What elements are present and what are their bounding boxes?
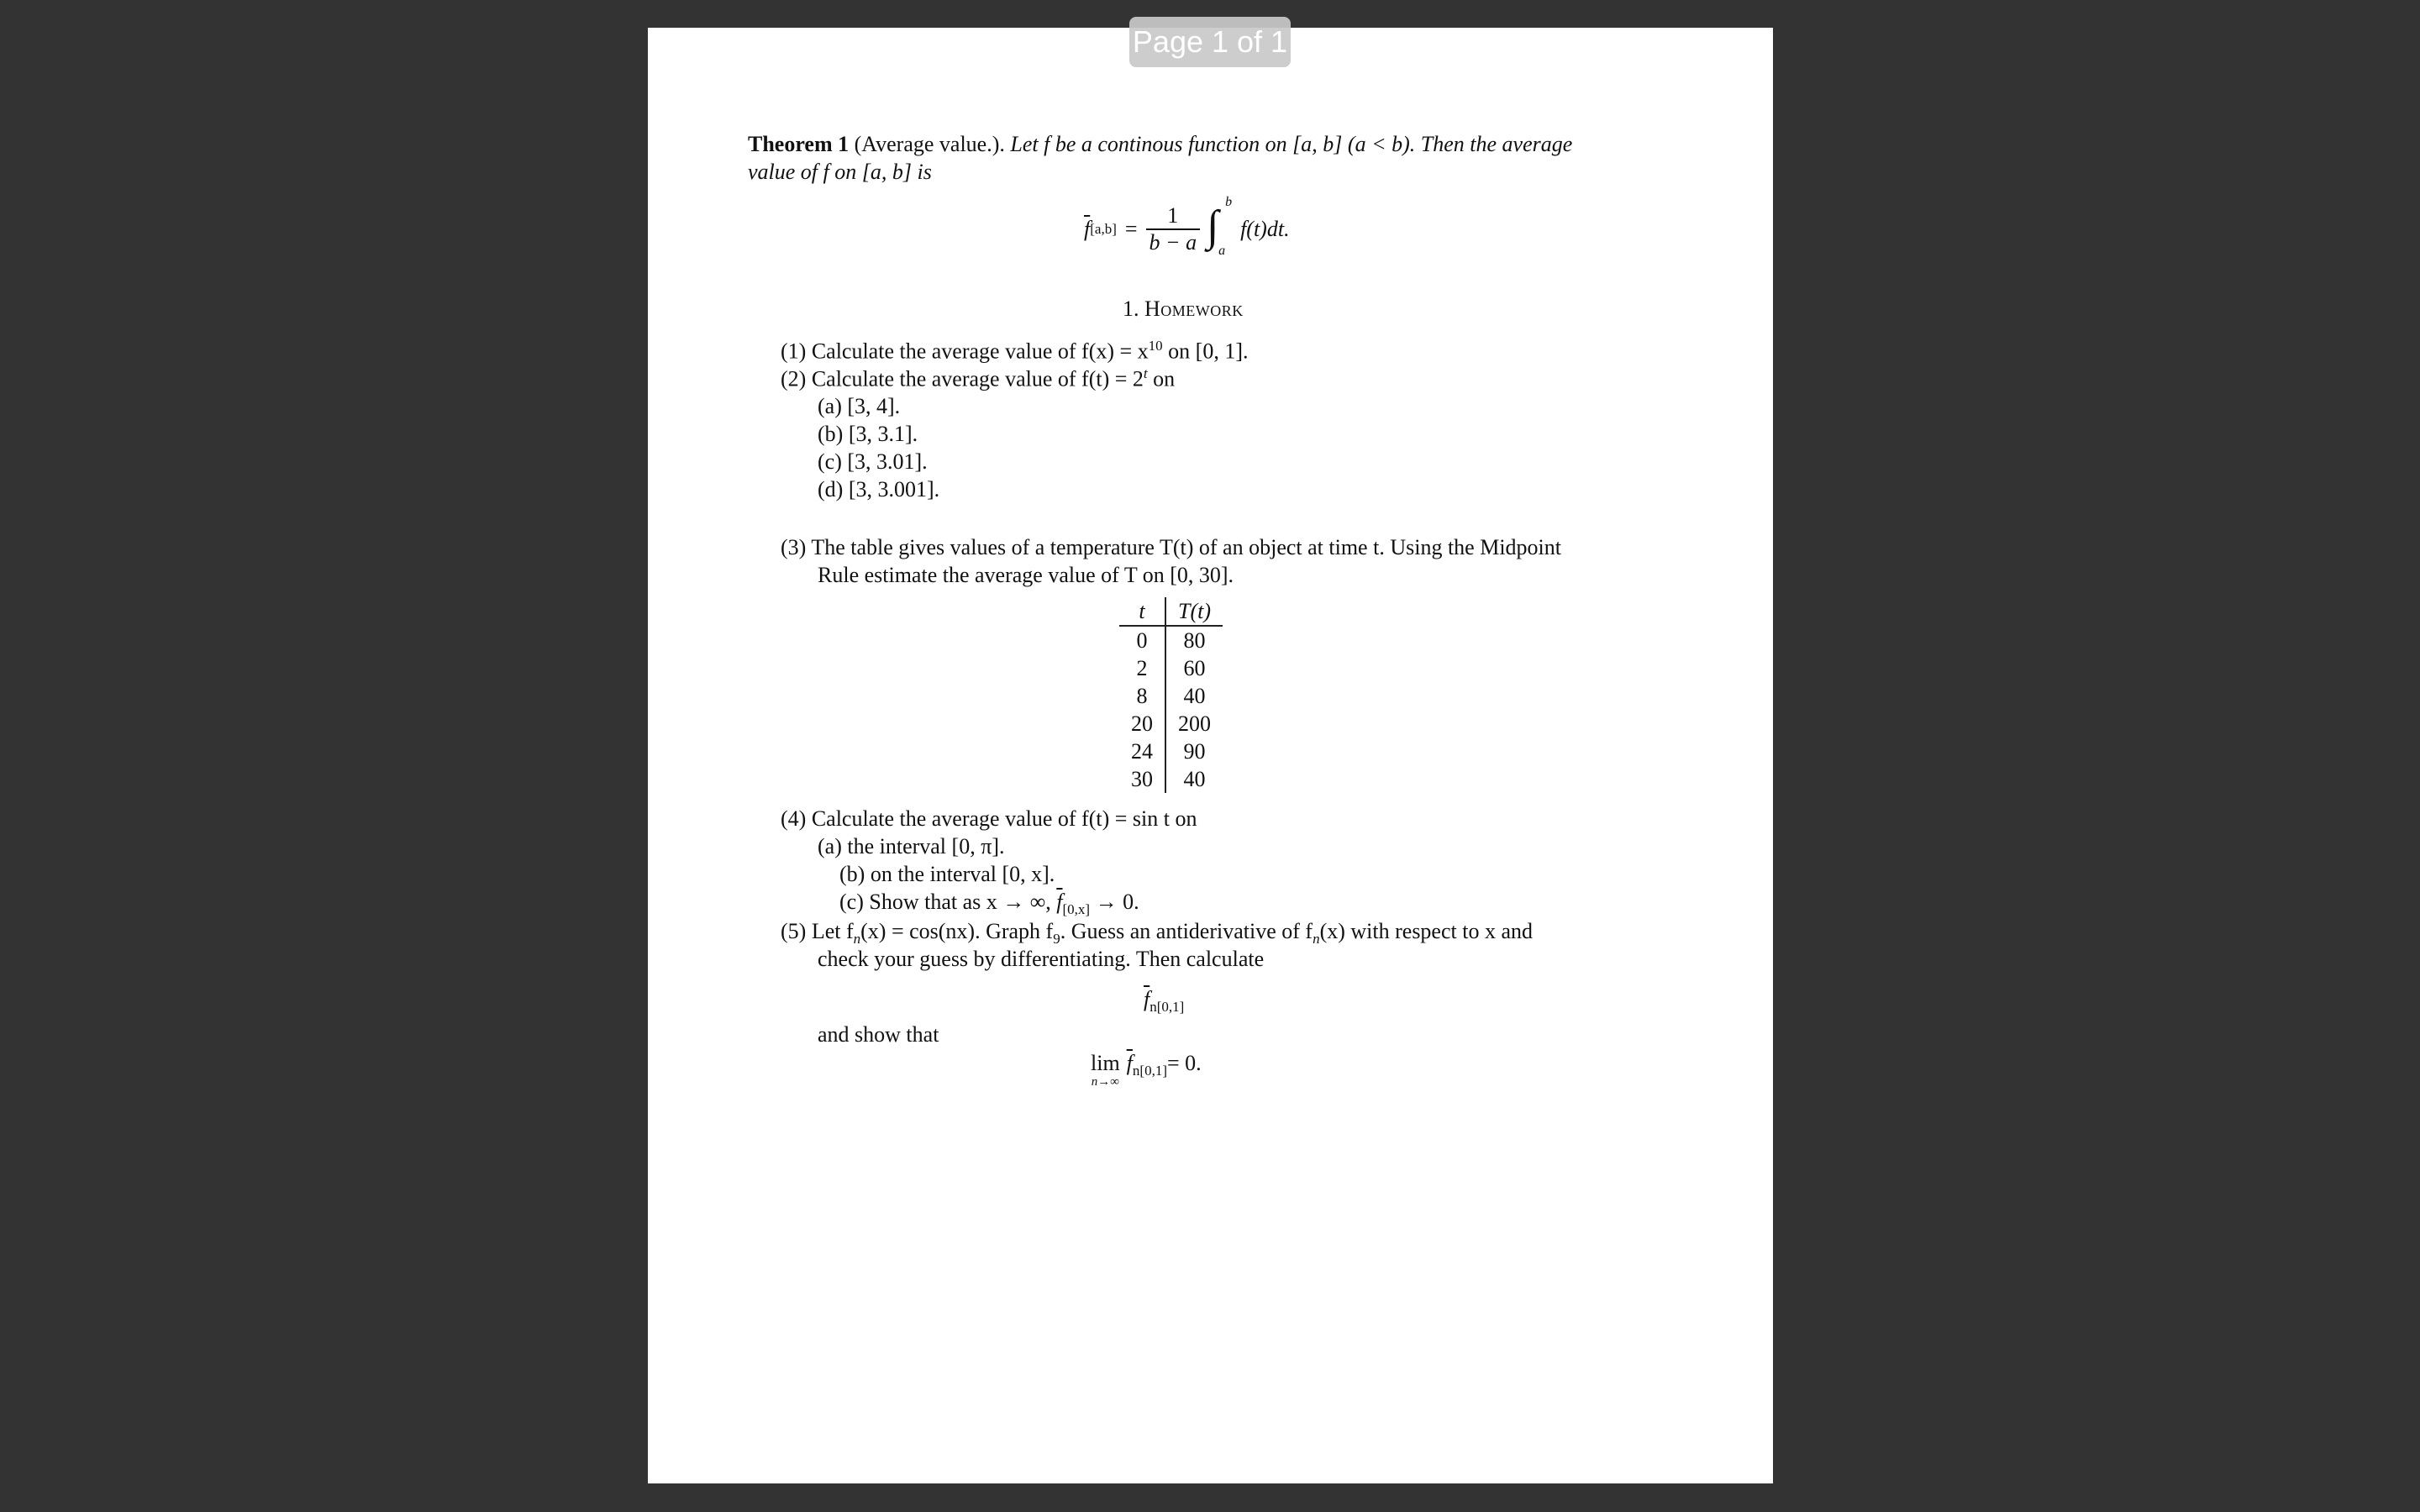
table-header-row [1119, 597, 1223, 626]
limit-word: lim [1091, 1051, 1120, 1075]
table-row [1119, 682, 1223, 710]
section-number: 1. [1123, 297, 1139, 321]
integral-lower-bound: a [1218, 244, 1226, 258]
problem-4-part-a: (a) the interval [0, π]. [818, 834, 1005, 858]
theorem-statement-1: Let f be a continous function on [a, b] (a < b). Then the average [1010, 132, 1573, 156]
problem-2-exponent: t [1143, 365, 1148, 381]
limit-operator [1091, 1051, 1120, 1088]
theorem-heading: Theorem 1 [748, 132, 850, 156]
formula-numerator: 1 [1167, 203, 1179, 228]
problem-1 [781, 338, 1249, 365]
problem-4-c-f: $\overline{f}$ [1056, 890, 1063, 914]
section-heading [1123, 297, 1244, 322]
limit-f-sub: n[0,1] [1132, 1063, 1167, 1079]
table-row [1119, 738, 1223, 765]
problem-4: (4) Calculate the average value of f(t) = sin t on [781, 806, 1197, 831]
problem-1-tail: on [0, 1]. [1162, 339, 1249, 364]
formula-lhs-sub: [a,b] [1090, 221, 1117, 237]
formula-integrand: f(t)dt. [1240, 217, 1290, 241]
integral-upper-bound: b [1225, 195, 1233, 209]
formula-eq: = [1124, 217, 1138, 241]
table-row [1119, 710, 1223, 738]
problem-2-tail: on [1147, 366, 1176, 391]
table-row [1119, 626, 1223, 654]
theorem-statement-2: value of f on [a, b] is [748, 160, 932, 184]
table-cell-T: 200 [1178, 711, 1211, 736]
table-cell-T: 60 [1183, 655, 1206, 680]
table-cell-t: 24 [1119, 738, 1165, 765]
problem-4-c-sub: [0,x] [1062, 901, 1091, 918]
problem-1-exponent: 10 [1148, 338, 1163, 354]
problem-5-line-1 [781, 919, 1533, 948]
problem-4-c-text: (c) Show that as x → ∞, [839, 890, 1057, 914]
problem-5-text-c: . Guess an antiderivative of f [1060, 919, 1313, 943]
table-cell-t: 0 [1119, 626, 1165, 654]
problem-2-text: (2) Calculate the average value of f(t) = 2 [781, 366, 1144, 391]
problem-5-display-formula [1144, 987, 1184, 1016]
problem-4-c-tail: → 0. [1090, 890, 1139, 914]
table-cell-t: 8 [1119, 682, 1165, 710]
table-cell-T: 40 [1183, 766, 1206, 791]
problem-3-line-1: (3) The table gives values of a temperature T(t) of an object at time t. Using the Midpoint [781, 535, 1561, 559]
problem-4-part-b: (b) on the interval [0, x]. [839, 862, 1055, 886]
problem-5-and-show: and show that [818, 1022, 939, 1047]
problem-5-limit-formula [1091, 1051, 1202, 1088]
table-cell-t: 20 [1119, 710, 1165, 738]
table-cell-t: 30 [1119, 765, 1165, 793]
problem-5-display-f: $\overline{f}$ [1144, 987, 1150, 1011]
problem-5-text-d: (x) with respect to x and [1319, 919, 1534, 943]
formula-denominator: b − a [1146, 228, 1201, 255]
problem-5-sub-a: n [853, 931, 861, 948]
integral-sign [1203, 195, 1234, 259]
problem-5-display-sub: n[0,1] [1150, 999, 1185, 1016]
formula-lhs: $\overline{f}$ [1084, 217, 1091, 241]
problem-5-text-b: (x) = cos(nx). Graph f [860, 919, 1054, 943]
limit-tail: = 0. [1166, 1051, 1202, 1075]
problem-1-text: (1) Calculate the average value of f(x) = x [781, 339, 1149, 364]
problem-3-line-2: Rule estimate the average value of T on [0, 30]. [818, 563, 1234, 587]
page-indicator: Page 1 of 1 [1129, 17, 1291, 67]
document-page [648, 28, 1773, 1483]
problem-5-text-a: (5) Let f [781, 919, 854, 943]
limit-subscript: n→∞ [1091, 1075, 1119, 1089]
table-row [1119, 765, 1223, 793]
limit-f: $\overline{f}$ [1126, 1051, 1133, 1075]
theorem-line-1 [748, 132, 1572, 157]
section-title: Homework [1144, 297, 1244, 321]
formula-fraction [1146, 203, 1201, 255]
problem-2-part-d: (d) [3, 3.001]. [818, 477, 940, 501]
problem-2-part-a: (a) [3, 4]. [818, 394, 901, 418]
problem-5-line-2: check your guess by differentiating. Then calculate [818, 947, 1265, 971]
problem-5-sub-b: 9 [1053, 931, 1060, 948]
table-cell-T: 90 [1183, 738, 1206, 764]
table-header-t: t [1119, 597, 1165, 626]
problem-2 [781, 365, 1175, 392]
table-cell-T: 80 [1183, 627, 1206, 653]
problem-2-part-c: (c) [3, 3.01]. [818, 449, 928, 474]
table-cell-t: 2 [1119, 654, 1165, 682]
average-value-formula [1084, 196, 1290, 263]
table-header-T: T(t) [1165, 597, 1223, 626]
problem-5-sub-c: n [1313, 931, 1320, 948]
table-row [1119, 654, 1223, 682]
temperature-table [1119, 597, 1223, 793]
problem-2-part-b: (b) [3, 3.1]. [818, 422, 918, 446]
problem-4-part-c [839, 890, 1139, 918]
theorem-note: (Average value.). [854, 132, 1005, 156]
table-cell-T: 40 [1183, 683, 1206, 708]
integral-glyph: ∫ [1207, 202, 1219, 250]
